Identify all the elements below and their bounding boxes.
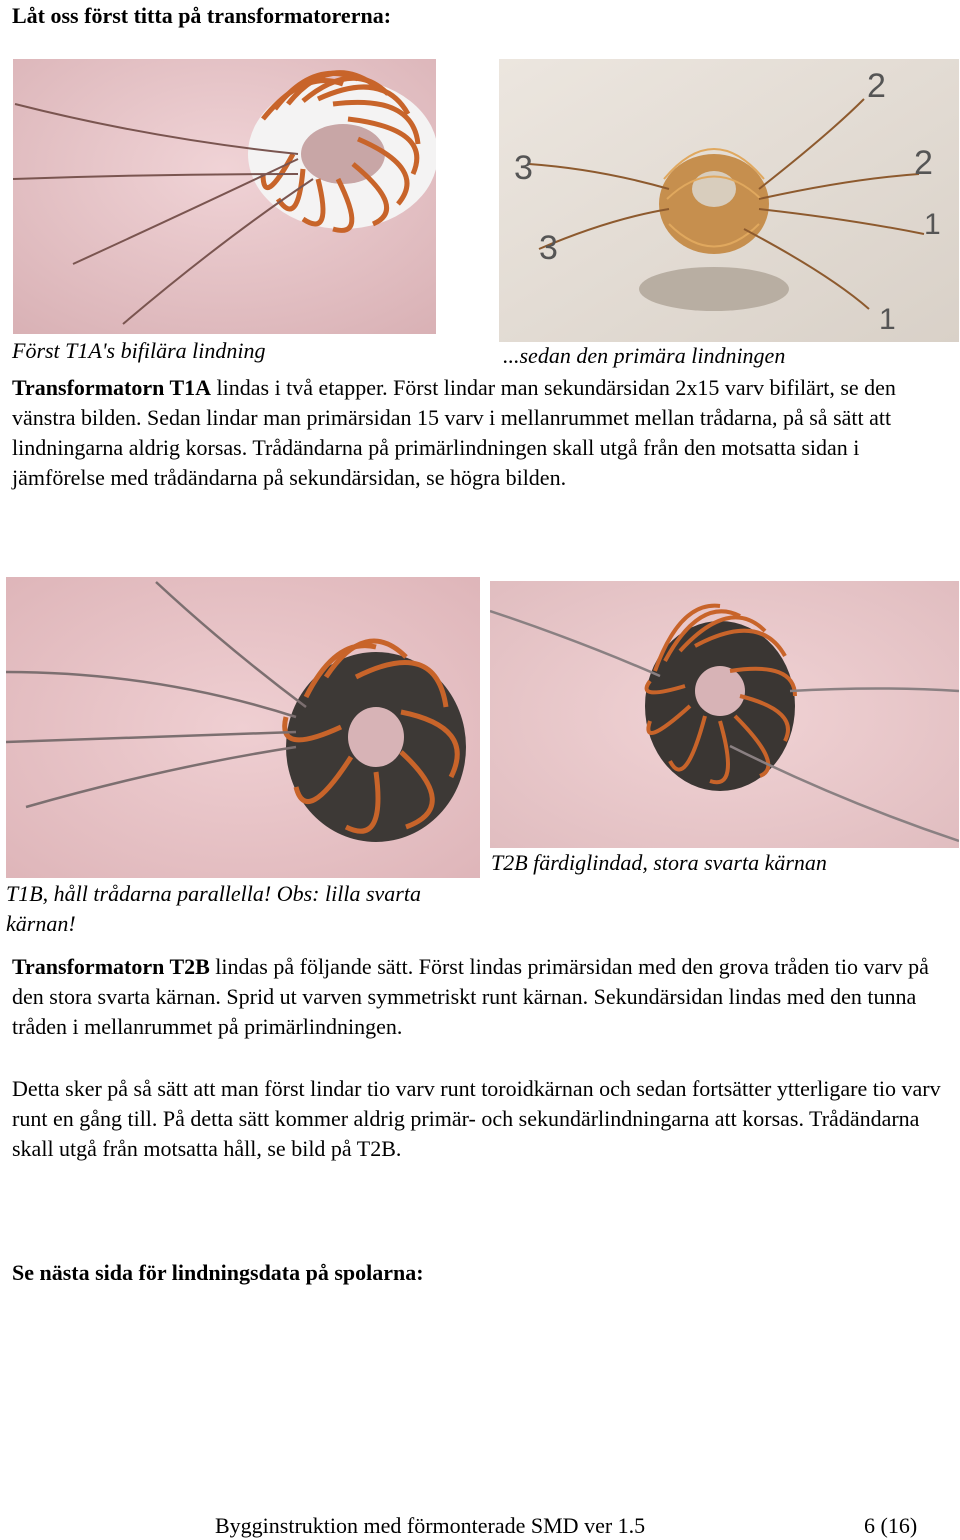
paragraph-t2b: [12, 952, 947, 1042]
paragraph-winding-method: Detta sker på så sätt att man först lindar tio varv runt toroidkärnan och sedan fortsätter ytterligare tio varv runt en gång till. På detta sätt kommer aldrig primär- och sekundärlindningarna att korsas. Trådändarna skall utgå från motsatta håll, se bild på T2B.: [12, 1076, 941, 1161]
photo-t1a-bifilar: [13, 59, 436, 334]
footer-title: Bygginstruktion med förmonterade SMD ver 1.5: [215, 1513, 646, 1538]
paragraph-t1a-bold: Transformatorn T1A: [12, 375, 212, 400]
caption-t1a-primary: ...sedan den primära lindningen: [503, 343, 786, 368]
caption-t1a-bifilar: Först T1A's bifilära lindning: [12, 338, 266, 363]
photo-t1b: [6, 577, 480, 878]
photo-label-1a: 1: [924, 208, 941, 241]
photo-t1a-primary: [499, 59, 959, 342]
photo-label-2b: 2: [914, 144, 933, 182]
photo-label-1b: 1: [879, 303, 896, 336]
heading-top: Låt oss först titta på transformatorerna:: [12, 3, 392, 28]
footer-page-number: 6 (16): [864, 1513, 918, 1538]
photo-t2b: [490, 581, 959, 848]
caption-t1b: T1B, håll trådarna parallella! Obs: lilla svarta kärnan!: [6, 881, 421, 936]
paragraph-t1a: [12, 373, 937, 493]
photo-label-2a: 2: [867, 67, 886, 105]
heading-bottom: Se nästa sida för lindningsdata på spolarna:: [12, 1260, 424, 1285]
paragraph-t2b-bold: Transformatorn T2B: [12, 954, 210, 979]
paragraph-t2b-text: lindas på följande sätt. Först lindas primärsidan med den grova tråden tio varv på den stora svarta kärnan. Sprid ut varven symmetriskt runt kärnan. Sekundärsidan lindas med den tunna tråden i mellanrummet på primärlindningen.: [12, 954, 929, 1039]
caption-t2b: T2B färdiglindad, stora svarta kärnan: [491, 850, 827, 875]
photo-label-3a: 3: [514, 149, 533, 187]
paragraph-t1a-text: lindas i två etapper. Först lindar man sekundärsidan 2x15 varv bifilärt, se den vänstra bilden. Sedan lindar man primärsidan 15 varv i mellanrummet mellan trådarna, på så sätt att lindningarna aldrig korsas. Trådändarna på primärlindningen skall utgå från den motsatta sidan i jämförelse med trådändarna på sekundärsidan, se högra bilden.: [12, 375, 896, 490]
photo-label-3b: 3: [539, 229, 558, 267]
